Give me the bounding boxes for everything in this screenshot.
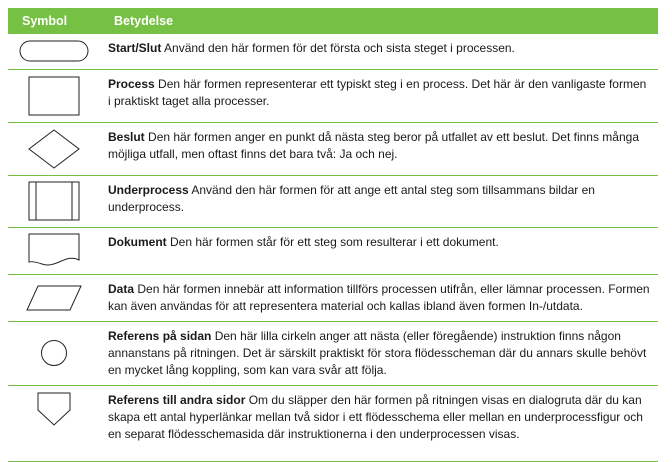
table-row	[8, 227, 658, 274]
table-header-row	[8, 8, 658, 34]
description-cell	[100, 69, 658, 122]
description-text: Använd den här formen för det första och sista steget i processen.	[164, 41, 515, 55]
description-text: Den här formen står för ett steg som resulterar i ett dokument.	[170, 234, 499, 249]
description-text: Om du släpper den här formen på ritningen visas en dialogruta där du kan skapa ett antal hyperlänkar mellan två sidor i ett flödesschema eller mellan en underprocessfigur och en separat flödesschemasida där instruktionerna i den underprocessen visas.	[108, 392, 643, 441]
description-cell	[100, 321, 658, 385]
table-row	[8, 274, 658, 321]
symbol-cell	[8, 122, 100, 175]
description-text: Den här formen representerar ett typiskt steg i en process. Det här är den vanligaste formen i praktiskt taget alla processer.	[108, 76, 647, 108]
symbol-cell	[8, 385, 100, 461]
table-row	[8, 122, 658, 175]
flowchart-symbol-table-container	[8, 8, 658, 462]
symbol-cell	[8, 274, 100, 321]
term-label: Dokument	[108, 234, 167, 249]
symbol-cell	[8, 321, 100, 385]
decision-diamond-shape-icon	[28, 129, 80, 169]
symbol-cell	[8, 175, 100, 227]
description-cell	[100, 122, 658, 175]
document-shape-icon	[28, 233, 80, 269]
term-label: Referens på sidan	[108, 328, 212, 343]
term-label: Referens till andra sidor	[108, 392, 246, 407]
off-page-reference-shape-icon	[37, 392, 71, 426]
term-label: Beslut	[108, 129, 145, 144]
table-row	[8, 175, 658, 227]
flowchart-symbol-table	[8, 8, 658, 462]
table-row	[8, 69, 658, 122]
term-label: Start/Slut	[108, 41, 162, 55]
term-label: Process	[108, 76, 155, 91]
terminator-shape-icon	[19, 40, 89, 62]
description-text: Använd den här formen för att ange ett antal steg som tillsammans bildar en underprocess.	[108, 182, 595, 214]
process-rectangle-shape-icon	[28, 76, 80, 116]
description-cell	[100, 175, 658, 227]
term-label: Data	[108, 281, 135, 296]
header-symbol: Symbol	[8, 8, 100, 34]
description-cell	[100, 227, 658, 274]
symbol-cell	[8, 34, 100, 69]
description-text: Den här lilla cirkeln anger att nästa (eller föregående) instruktion finns någon annanstans på ritningen. Det är särskilt praktiskt för stora flödesscheman där du annars skulle behövt en mycket lång koppling, som kan vara svår att följa.	[108, 328, 647, 377]
header-meaning: Betydelse	[100, 8, 658, 34]
table-row	[8, 385, 658, 461]
description-cell	[100, 274, 658, 321]
description-text: Den här formen innebär att information tillförs processen utifrån, eller lämnar processen. Formen kan även användas för att representera material och kallas ibland även formen In-/utdata.	[108, 281, 650, 313]
data-parallelogram-shape-icon	[26, 285, 82, 311]
description-cell	[100, 34, 658, 69]
symbol-cell	[8, 227, 100, 274]
description-cell	[100, 385, 658, 461]
term-label: Underprocess	[108, 182, 189, 197]
symbol-cell	[8, 69, 100, 122]
on-page-reference-circle-shape-icon	[40, 339, 68, 367]
table-row	[8, 34, 658, 69]
table-row	[8, 321, 658, 385]
subprocess-shape-icon	[28, 181, 80, 221]
description-text: Den här formen anger en punkt då nästa steg beror på utfallet av ett beslut. Det finns många möjliga utfall, men oftast finns det bara två: Ja och nej.	[108, 129, 639, 161]
